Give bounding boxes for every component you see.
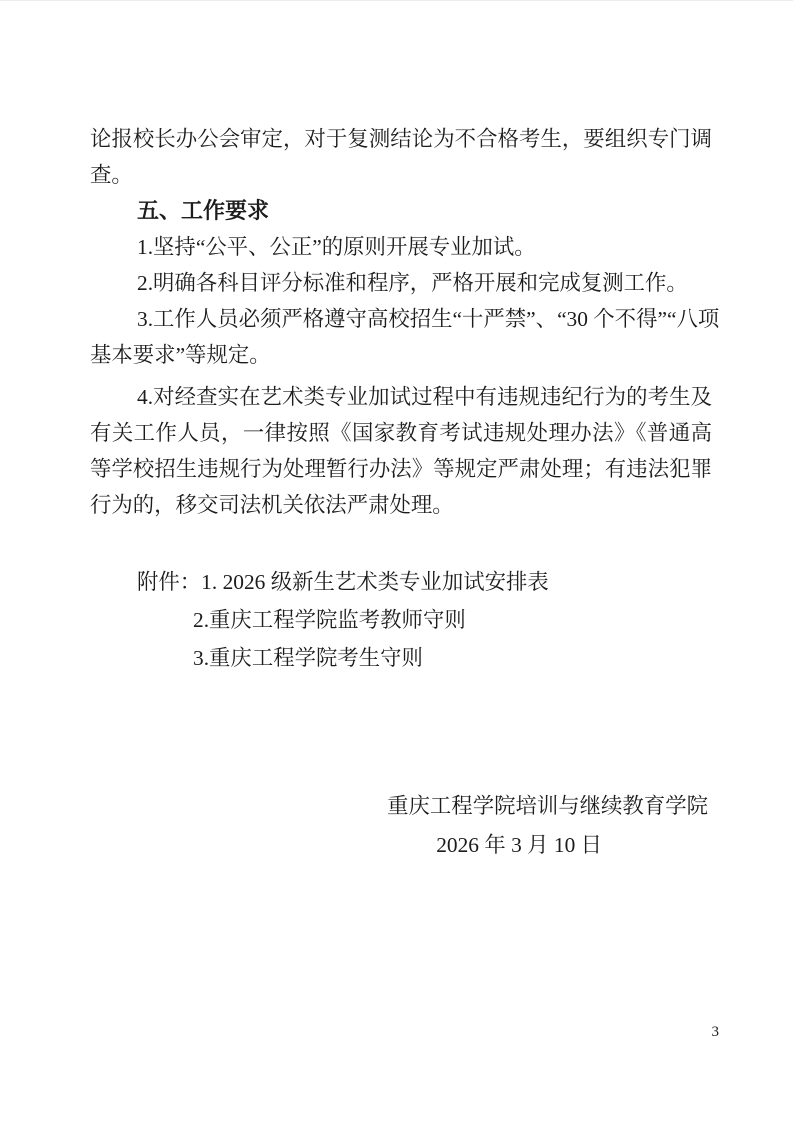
paragraph-continuation <box>90 121 712 193</box>
item-3 <box>90 301 720 373</box>
text-line: 论报校长办公会审定，对于复测结论为不合格考生，要组织专门调 <box>90 127 712 151</box>
document-content <box>90 121 720 865</box>
item-2 <box>90 265 712 301</box>
text-line: 等学校招生违规行为处理暂行办法》等规定严肃处理；有违法犯罪 <box>90 457 712 481</box>
text-line: 有关工作人员，一律按照《国家教育考试违规处理办法》《普通高 <box>90 421 712 445</box>
text-line: 查。 <box>90 163 133 187</box>
text-line: 五、工作要求 <box>137 198 270 223</box>
text-line: 3.重庆工程学院考生守则 <box>193 646 423 670</box>
text-line: 2.明确各科目评分标准和程序，严格开展和完成复测工作。 <box>137 271 688 295</box>
signature-date: 2026 年 3 月 10 日 <box>436 833 602 857</box>
document-body <box>90 121 720 677</box>
text-line: 2.重庆工程学院监考教师守则 <box>193 608 466 632</box>
text-line: 1.坚持“公平、公正”的原则开展专业加试。 <box>137 235 536 259</box>
text-line: 3.工作人员必须严格遵守高校招生“十严禁”、“30 个不得”“八项 <box>137 307 720 331</box>
page-number: 3 <box>711 1024 719 1040</box>
attachments <box>90 563 712 677</box>
text-line: 附件：1. 2026 级新生艺术类专业加试安排表 <box>137 570 549 594</box>
signature-block <box>90 787 712 865</box>
section-heading <box>90 193 712 229</box>
item-4 <box>90 379 712 523</box>
text-line: 行为的，移交司法机关依法严肃处理。 <box>90 493 454 517</box>
text-line: 4.对经查实在艺术类专业加试过程中有违规违纪行为的考生及 <box>137 385 712 409</box>
text-line: 基本要求”等规定。 <box>90 343 271 367</box>
signature-organization: 重庆工程学院培训与继续教育学院 <box>387 794 708 818</box>
item-1 <box>90 229 712 265</box>
